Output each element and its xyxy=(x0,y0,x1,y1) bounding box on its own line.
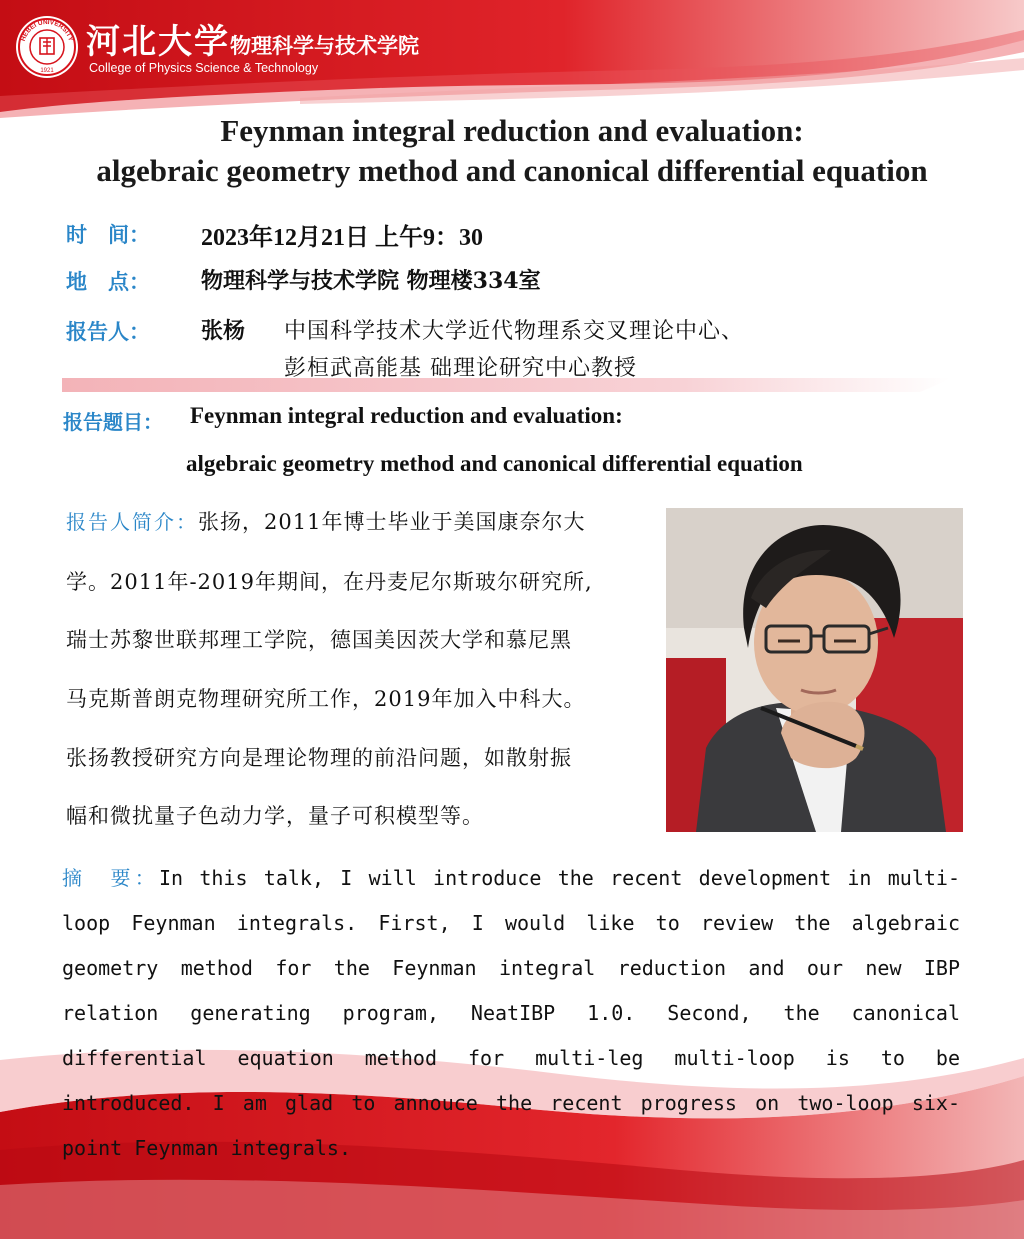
university-name xyxy=(86,14,419,63)
place-label: 地 点： xyxy=(66,269,150,294)
speaker-affiliation-1: 中国科学技术大学近代物理系交叉理论中心、 xyxy=(284,319,745,344)
speaker-label: 报告人： xyxy=(66,319,150,344)
place-value: 物理科学与技术学院 物理楼334室 xyxy=(201,268,541,294)
topic-line-1: Feynman integral reduction and evaluation: xyxy=(190,403,623,428)
page-title-line-1: Feynman integral reduction and evaluation: xyxy=(220,113,804,148)
college-name-cn: 物理科学与技术学院 xyxy=(230,33,419,58)
bio-text-3: 瑞士苏黎世联邦理工学院，德国美因茨大学和慕尼黑 xyxy=(66,628,572,652)
university-seal-icon xyxy=(14,14,80,80)
bio-text-1: 张扬，2011年博士毕业于美国康奈尔大 xyxy=(198,510,586,534)
speaker-affiliation-2: 彭桓武高能基 础理论研究中心教授 xyxy=(284,356,637,381)
time-value: 2023年12月21日 上午9：30 xyxy=(201,225,483,251)
speaker-photo xyxy=(666,508,963,832)
seal-text: HEBEI UNIVERSITY xyxy=(19,18,75,43)
abstract-line-1 xyxy=(62,863,960,893)
bio-label: 报告人简介： xyxy=(66,510,198,534)
bio-text-6: 幅和微扰量子色动力学，量子可积模型等。 xyxy=(66,804,484,828)
topic-line-2: algebraic geometry method and canonical differential equation xyxy=(186,451,803,476)
time-label: 时 间： xyxy=(66,222,150,247)
university-name-cn: 河北大学 xyxy=(86,22,230,62)
bio-text-5: 张扬教授研究方向是理论物理的前沿问题，如散射振 xyxy=(66,746,572,770)
abstract-label: 摘 要： xyxy=(62,866,159,890)
abstract-text-7: point Feynman integrals. xyxy=(62,1136,351,1160)
abstract-text-1: In this talk, I will introduce the recent development in multi- xyxy=(158,866,961,890)
abstract-text-2: loop Feynman integrals. First, I would like to review the algebraic xyxy=(62,911,960,935)
abstract-text-3: geometry method for the Feynman integral reduction and our new IBP xyxy=(62,956,960,980)
bio-line-1 xyxy=(66,506,585,536)
abstract-text-5: differential equation method for multi-leg multi-loop is to be xyxy=(62,1046,960,1070)
abstract-text-6: introduced. I am glad to annouce the recent progress on two-loop six- xyxy=(62,1091,960,1115)
college-name-en: College of Physics Science & Technology xyxy=(89,61,319,75)
page-title-line-2: algebraic geometry method and canonical differential equation xyxy=(96,153,928,188)
bio-text-2: 学。2011年-2019年期间，在丹麦尼尔斯玻尔研究所, xyxy=(66,570,593,594)
topic-label: 报告题目： xyxy=(63,410,163,434)
bio-text-4: 马克斯普朗克物理研究所工作，2019年加入中科大。 xyxy=(66,687,586,711)
speaker-name: 张杨 xyxy=(201,318,246,344)
abstract-text-4: relation generating program, NeatIBP 1.0. Second, the canonical xyxy=(62,1001,960,1025)
seal-year: 1921 xyxy=(40,68,54,74)
